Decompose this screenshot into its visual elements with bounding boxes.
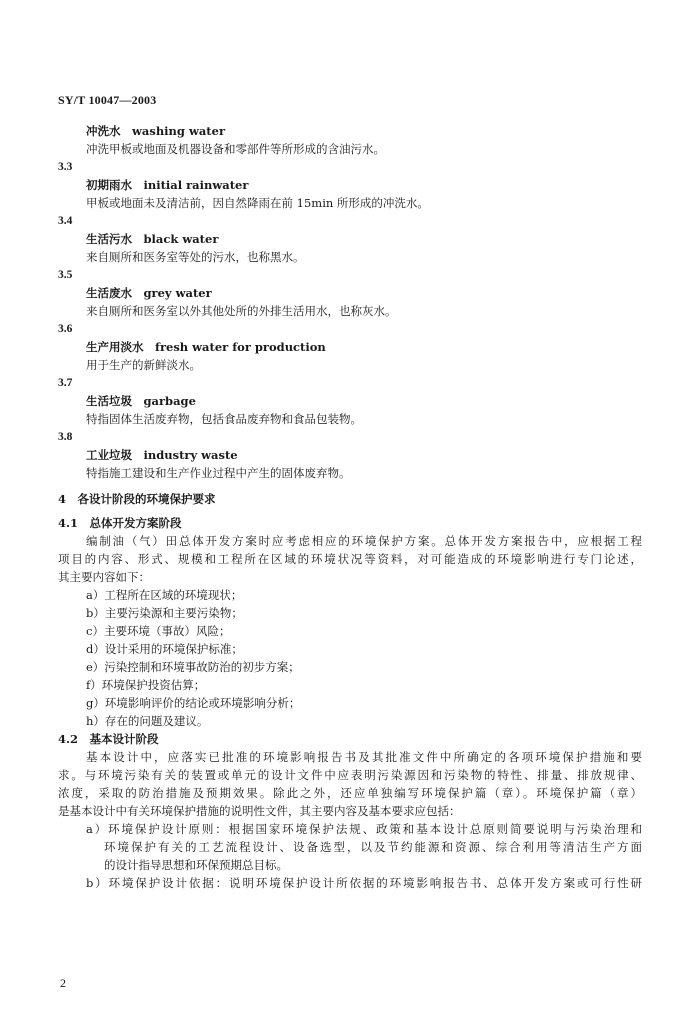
list-item: c）主要环境（事故）风险；: [86, 624, 231, 638]
definition-line: 来自厕所和医务室以外其他处所的外排生活用水，也称灰水。: [86, 304, 397, 318]
section-heading: 4 各设计阶段的环境保护要求: [58, 492, 216, 506]
list-item: d）设计采用的环境保护标准；: [86, 642, 243, 656]
definition-line: 特指固体生活废弃物，包括食品废弃物和食品包装物。: [86, 412, 362, 426]
clause-number: 3.3: [58, 161, 73, 173]
list-item: h）存在的问题及建议。: [86, 714, 209, 728]
term-line: 冲洗水 washing water: [86, 124, 225, 138]
clause-number: 3.4: [58, 215, 73, 227]
clause-number: 3.5: [58, 269, 73, 281]
list-item: b）主要污染源和主要污染物；: [86, 606, 243, 620]
term-line: 初期雨水 initial rainwater: [86, 178, 249, 192]
standard-code-header: SY/T 10047—2003: [58, 93, 157, 107]
page-number: 2: [60, 976, 66, 990]
list-item-continuation: 的设计指导思想和环保预期总目标。: [104, 858, 288, 872]
subsection-heading: 4.1 总体开发方案阶段: [58, 516, 182, 530]
paragraph-line: 编制油（气）田总体开发方案时应考虑相应的环境保护方案。总体开发方案报告中，应根据工程: [86, 534, 642, 548]
paragraph-line: 求。与环境污染有关的装置或单元的设计文件中应表明污染源因和污染物的特性、排量、排放规律、: [58, 768, 642, 782]
term-line: 生活垃圾 garbage: [86, 394, 196, 408]
clause-number: 3.7: [58, 377, 73, 389]
subsection-heading: 4.2 基本设计阶段: [58, 732, 159, 746]
term-line: 生活污水 black water: [86, 232, 219, 246]
term-line: 生产用淡水 fresh water for production: [86, 340, 326, 354]
paragraph-line: 浓度，采取的防治措施及预期效果。除此之外，还应单独编写环境保护篇（章）。环境保护篇（章）: [58, 786, 642, 800]
paragraph-line: 项目的内容、形式、规模和工程所在区域的环境状况等资料，对可能造成的环境影响进行专门论述，: [58, 552, 642, 566]
term-line: 工业垃圾 industry waste: [86, 448, 238, 462]
paragraph-line: 基本设计中，应落实已批准的环境影响报告书及其批准文件中所确定的各项环境保护措施和要: [86, 750, 642, 764]
list-item: a）环境保护设计原则：根据国家环境保护法规、政策和基本设计总原则简要说明与污染治理和: [86, 822, 642, 836]
list-item: b）环境保护设计依据：说明环境保护设计所依据的环境影响报告书、总体开发方案或可行性研: [86, 876, 642, 890]
definition-line: 冲洗甲板或地面及机器设备和零部件等所形成的含油污水。: [86, 142, 385, 156]
definition-line: 甲板或地面未及清洁前，因自然降雨在前 15min 所形成的冲洗水。: [86, 196, 429, 210]
definition-line: 来自厕所和医务室等处的污水，也称黑水。: [86, 250, 305, 264]
list-item: f）环境保护投资估算；: [86, 678, 206, 692]
list-item-continuation: 环境保护有关的工艺流程设计、设备选型，以及节约能源和资源、综合利用等清洁生产方面: [104, 840, 642, 854]
paragraph-line: 其主要内容如下：: [58, 570, 150, 584]
list-item: a）工程所在区域的环境现状；: [86, 588, 243, 602]
clause-number: 3.6: [58, 323, 73, 335]
document-body: [58, 122, 642, 892]
list-item: e）污染控制和环境事故防治的初步方案；: [86, 660, 300, 674]
definition-line: 用于生产的新鲜淡水。: [86, 358, 201, 372]
list-item: g）环境影响评价的结论或环境影响分析；: [86, 696, 301, 710]
paragraph-line: 是基本设计中有关环境保护措施的说明性文件，其主要内容及基本要求应包括：: [58, 804, 461, 818]
term-line: 生活废水 grey water: [86, 286, 212, 300]
definition-line: 特指施工建设和生产作业过程中产生的固体废弃物。: [86, 466, 351, 480]
clause-number: 3.8: [58, 431, 73, 443]
